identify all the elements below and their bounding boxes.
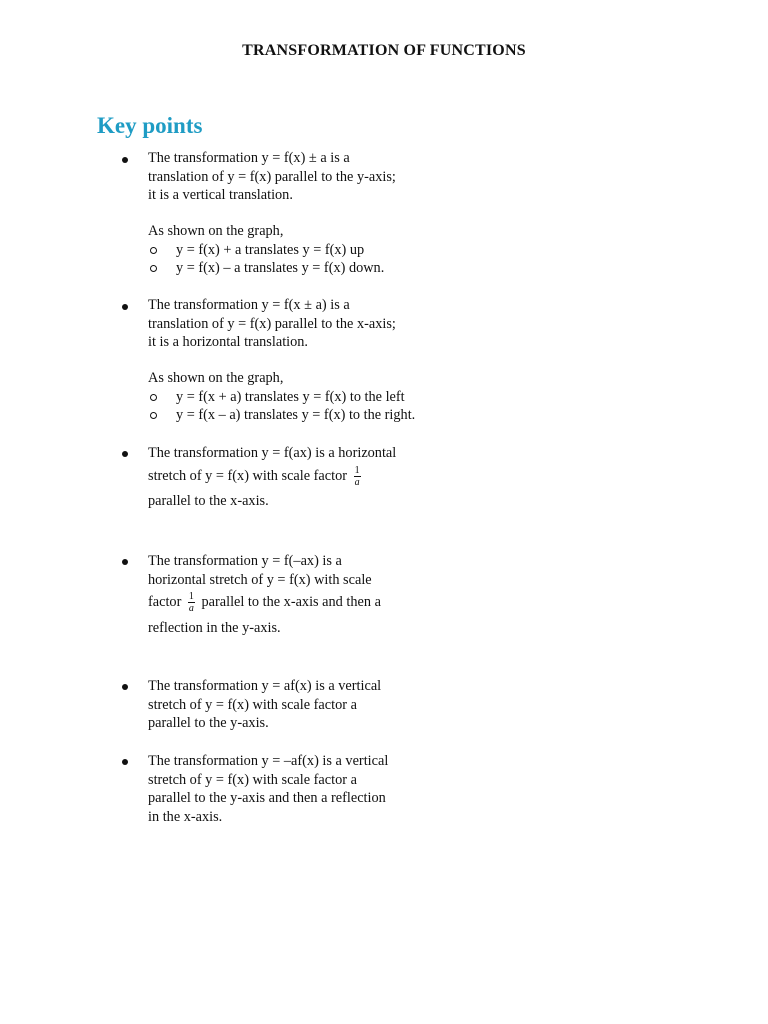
sub-point <box>148 259 396 278</box>
text-line: The transformation y = f(x ± a) is a <box>148 297 350 313</box>
key-point-vertical-stretch-reflection <box>148 752 388 826</box>
sub-point <box>148 406 415 425</box>
key-points-heading: Key points <box>97 113 203 138</box>
text-line: parallel to the x-axis. <box>148 492 269 509</box>
text-line: translation of y = f(x) parallel to the x-axis; <box>148 315 396 332</box>
fraction-denominator: a <box>188 603 194 615</box>
text-line: it is a vertical translation. <box>148 187 293 203</box>
text-line: reflection in the y-axis. <box>148 620 281 636</box>
sub-point <box>148 241 396 260</box>
sub-point-text: y = f(x – a) translates y = f(x) to the right. <box>176 407 416 423</box>
text-line: horizontal stretch of y = f(x) with scale <box>148 571 372 588</box>
text-line: parallel to the y-axis. <box>148 715 269 731</box>
text-line: The transformation y = af(x) is a vertical <box>148 678 382 694</box>
document-title: TRANSFORMATION OF FUNCTIONS <box>242 42 526 59</box>
text-line: parallel to the y-axis and then a reflection <box>148 790 386 806</box>
text-line: in the x-axis. <box>148 808 223 825</box>
text-line: As shown on the graph, <box>148 370 284 386</box>
sub-point <box>148 388 415 407</box>
text-line: stretch of y = f(x) with scale factor a <box>148 696 357 713</box>
key-point-horizontal-translation <box>148 296 415 425</box>
text-line: it is a horizontal translation. <box>148 334 309 350</box>
key-point-horizontal-stretch-reflection <box>148 552 381 638</box>
fraction <box>354 465 361 488</box>
bullet-icon <box>122 759 128 765</box>
sub-point-text: y = f(x) – a translates y = f(x) down. <box>176 260 385 276</box>
hollow-bullet-icon <box>150 412 157 419</box>
bullet-icon <box>122 559 128 565</box>
text-line: As shown on the graph, <box>148 223 284 239</box>
sub-point-text: y = f(x + a) translates y = f(x) to the left <box>176 388 405 405</box>
hollow-bullet-icon <box>150 265 157 272</box>
hollow-bullet-icon <box>150 394 157 401</box>
fraction <box>188 591 195 614</box>
fraction-numerator: 1 <box>354 464 360 476</box>
text-line <box>148 463 396 489</box>
text-fragment: parallel to the x-axis and then a <box>201 594 381 610</box>
fraction-denominator: a <box>354 476 360 488</box>
bullet-icon <box>122 157 128 163</box>
key-point-vertical-translation <box>148 149 396 278</box>
text-line <box>148 589 381 615</box>
text-line: The transformation y = f(x) ± a is a <box>148 150 350 166</box>
hollow-bullet-icon <box>150 247 157 254</box>
text-line: translation of y = f(x) parallel to the y-axis; <box>148 168 396 185</box>
text-line: stretch of y = f(x) with scale factor a <box>148 771 357 788</box>
bullet-icon <box>122 304 128 310</box>
key-point-horizontal-stretch <box>148 444 396 510</box>
sub-point-text: y = f(x) + a translates y = f(x) up <box>176 241 365 258</box>
text-fragment: factor <box>148 594 182 610</box>
bullet-icon <box>122 451 128 457</box>
text-fragment: stretch of y = f(x) with scale factor <box>148 467 348 484</box>
text-line: The transformation y = f(–ax) is a <box>148 553 342 569</box>
bullet-icon <box>122 684 128 690</box>
text-line: The transformation y = –af(x) is a vertical <box>148 753 389 769</box>
fraction-numerator: 1 <box>188 591 194 603</box>
key-point-vertical-stretch <box>148 677 381 733</box>
text-line: The transformation y = f(ax) is a horizontal <box>148 445 397 461</box>
